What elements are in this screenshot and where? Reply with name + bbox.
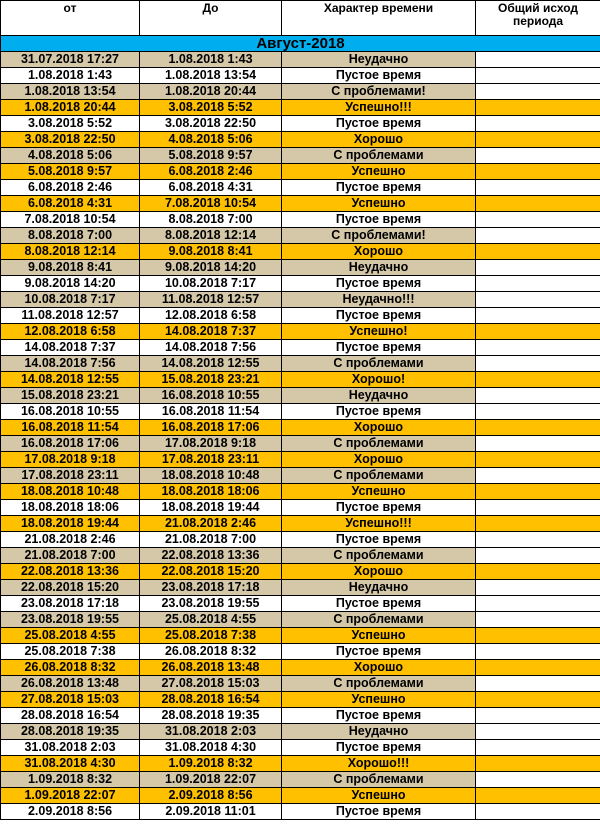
table-row	[1, 404, 600, 420]
cell-to: 3.08.2018 22:50	[140, 116, 282, 132]
cell-character: С проблемами	[282, 468, 476, 484]
table-row	[1, 292, 600, 308]
cell-to: 1.08.2018 13:54	[140, 68, 282, 84]
table-row	[1, 196, 600, 212]
table-row	[1, 164, 600, 180]
cell-result	[476, 804, 600, 820]
cell-to: 3.08.2018 5:52	[140, 100, 282, 116]
cell-from: 1.08.2018 20:44	[1, 100, 140, 116]
cell-character: Успешно	[282, 788, 476, 804]
table-row	[1, 724, 600, 740]
table-row	[1, 564, 600, 580]
cell-character: Хорошо!!!	[282, 756, 476, 772]
cell-from: 21.08.2018 2:46	[1, 532, 140, 548]
cell-to: 1.08.2018 20:44	[140, 84, 282, 100]
cell-character: С проблемами	[282, 356, 476, 372]
table-row	[1, 788, 600, 804]
cell-result	[476, 772, 600, 788]
cell-from: 6.08.2018 4:31	[1, 196, 140, 212]
table-row	[1, 388, 600, 404]
cell-character: Пустое время	[282, 532, 476, 548]
cell-to: 2.09.2018 8:56	[140, 788, 282, 804]
cell-from: 3.08.2018 22:50	[1, 132, 140, 148]
cell-character: Пустое время	[282, 740, 476, 756]
table-row	[1, 708, 600, 724]
cell-to: 4.08.2018 5:06	[140, 132, 282, 148]
cell-result	[476, 68, 600, 84]
cell-to: 8.08.2018 7:00	[140, 212, 282, 228]
cell-character: Пустое время	[282, 340, 476, 356]
table-row	[1, 228, 600, 244]
header-to: До	[140, 1, 282, 36]
cell-to: 25.08.2018 4:55	[140, 612, 282, 628]
cell-character: Хорошо	[282, 660, 476, 676]
cell-to: 6.08.2018 4:31	[140, 180, 282, 196]
cell-from: 6.08.2018 2:46	[1, 180, 140, 196]
table-row	[1, 420, 600, 436]
cell-from: 12.08.2018 6:58	[1, 324, 140, 340]
cell-result	[476, 468, 600, 484]
cell-result	[476, 676, 600, 692]
cell-from: 21.08.2018 7:00	[1, 548, 140, 564]
cell-result	[476, 404, 600, 420]
cell-character: С проблемами	[282, 676, 476, 692]
cell-character: Хорошо	[282, 564, 476, 580]
cell-to: 18.08.2018 18:06	[140, 484, 282, 500]
cell-from: 26.08.2018 13:48	[1, 676, 140, 692]
cell-to: 16.08.2018 10:55	[140, 388, 282, 404]
cell-to: 7.08.2018 10:54	[140, 196, 282, 212]
cell-result	[476, 548, 600, 564]
cell-from: 2.09.2018 8:56	[1, 804, 140, 820]
cell-result	[476, 740, 600, 756]
cell-from: 8.08.2018 12:14	[1, 244, 140, 260]
cell-character: Пустое время	[282, 308, 476, 324]
cell-result	[476, 516, 600, 532]
cell-character: С проблемами!	[282, 84, 476, 100]
cell-character: Неудачно	[282, 724, 476, 740]
cell-to: 17.08.2018 9:18	[140, 436, 282, 452]
cell-result	[476, 660, 600, 676]
cell-to: 26.08.2018 13:48	[140, 660, 282, 676]
table-row	[1, 516, 600, 532]
cell-result	[476, 484, 600, 500]
cell-from: 31.07.2018 17:27	[1, 52, 140, 68]
cell-character: Хорошо	[282, 132, 476, 148]
cell-from: 17.08.2018 23:11	[1, 468, 140, 484]
table-row	[1, 244, 600, 260]
cell-result	[476, 580, 600, 596]
cell-character: Хорошо!	[282, 372, 476, 388]
cell-character: Успешно!!!	[282, 100, 476, 116]
cell-character: Хорошо	[282, 452, 476, 468]
cell-from: 14.08.2018 7:37	[1, 340, 140, 356]
cell-character: Неудачно!!!	[282, 292, 476, 308]
cell-result	[476, 756, 600, 772]
cell-result	[476, 420, 600, 436]
cell-result	[476, 596, 600, 612]
cell-character: Пустое время	[282, 68, 476, 84]
cell-result	[476, 564, 600, 580]
cell-to: 12.08.2018 6:58	[140, 308, 282, 324]
cell-to: 31.08.2018 2:03	[140, 724, 282, 740]
cell-to: 8.08.2018 12:14	[140, 228, 282, 244]
cell-to: 1.09.2018 8:32	[140, 756, 282, 772]
table-row	[1, 500, 600, 516]
cell-result	[476, 292, 600, 308]
cell-to: 2.09.2018 11:01	[140, 804, 282, 820]
cell-character: Пустое время	[282, 500, 476, 516]
cell-from: 9.08.2018 8:41	[1, 260, 140, 276]
table-row	[1, 212, 600, 228]
cell-result	[476, 260, 600, 276]
cell-result	[476, 500, 600, 516]
table-row	[1, 52, 600, 68]
cell-character: Неудачно	[282, 580, 476, 596]
cell-to: 21.08.2018 2:46	[140, 516, 282, 532]
cell-from: 16.08.2018 17:06	[1, 436, 140, 452]
cell-to: 16.08.2018 17:06	[140, 420, 282, 436]
cell-from: 17.08.2018 9:18	[1, 452, 140, 468]
cell-character: Хорошо	[282, 420, 476, 436]
cell-from: 18.08.2018 10:48	[1, 484, 140, 500]
cell-from: 28.08.2018 19:35	[1, 724, 140, 740]
cell-character: Пустое время	[282, 708, 476, 724]
cell-from: 25.08.2018 7:38	[1, 644, 140, 660]
cell-from: 11.08.2018 12:57	[1, 308, 140, 324]
cell-to: 6.08.2018 2:46	[140, 164, 282, 180]
cell-result	[476, 196, 600, 212]
table-row	[1, 612, 600, 628]
cell-to: 23.08.2018 17:18	[140, 580, 282, 596]
cell-character: С проблемами	[282, 612, 476, 628]
cell-to: 5.08.2018 9:57	[140, 148, 282, 164]
cell-result	[476, 132, 600, 148]
cell-result	[476, 100, 600, 116]
cell-from: 31.08.2018 2:03	[1, 740, 140, 756]
cell-from: 16.08.2018 11:54	[1, 420, 140, 436]
cell-from: 25.08.2018 4:55	[1, 628, 140, 644]
cell-result	[476, 324, 600, 340]
cell-from: 1.08.2018 13:54	[1, 84, 140, 100]
table-row	[1, 756, 600, 772]
cell-character: Пустое время	[282, 804, 476, 820]
cell-from: 1.09.2018 8:32	[1, 772, 140, 788]
table-row	[1, 740, 600, 756]
cell-to: 1.08.2018 1:43	[140, 52, 282, 68]
cell-result	[476, 52, 600, 68]
cell-character: С проблемами	[282, 436, 476, 452]
cell-to: 22.08.2018 15:20	[140, 564, 282, 580]
cell-from: 23.08.2018 17:18	[1, 596, 140, 612]
cell-to: 17.08.2018 23:11	[140, 452, 282, 468]
cell-character: Успешно	[282, 164, 476, 180]
cell-from: 18.08.2018 18:06	[1, 500, 140, 516]
cell-result	[476, 628, 600, 644]
cell-character: Неудачно	[282, 260, 476, 276]
table-row	[1, 356, 600, 372]
cell-from: 7.08.2018 10:54	[1, 212, 140, 228]
cell-from: 14.08.2018 7:56	[1, 356, 140, 372]
cell-result	[476, 388, 600, 404]
table-row	[1, 372, 600, 388]
cell-result	[476, 164, 600, 180]
cell-to: 28.08.2018 16:54	[140, 692, 282, 708]
header-character: Характер времени	[282, 1, 476, 36]
cell-to: 21.08.2018 7:00	[140, 532, 282, 548]
cell-character: С проблемами!	[282, 228, 476, 244]
table-row	[1, 180, 600, 196]
cell-result	[476, 148, 600, 164]
cell-from: 1.09.2018 22:07	[1, 788, 140, 804]
table-row	[1, 484, 600, 500]
table-body	[1, 52, 600, 820]
cell-to: 28.08.2018 19:35	[140, 708, 282, 724]
cell-character: Пустое время	[282, 276, 476, 292]
table-row	[1, 100, 600, 116]
table-row	[1, 276, 600, 292]
cell-from: 9.08.2018 14:20	[1, 276, 140, 292]
cell-result	[476, 612, 600, 628]
table-row	[1, 804, 600, 820]
cell-to: 11.08.2018 12:57	[140, 292, 282, 308]
cell-result	[476, 532, 600, 548]
cell-to: 14.08.2018 12:55	[140, 356, 282, 372]
cell-result	[476, 788, 600, 804]
cell-to: 9.08.2018 14:20	[140, 260, 282, 276]
cell-from: 8.08.2018 7:00	[1, 228, 140, 244]
cell-to: 16.08.2018 11:54	[140, 404, 282, 420]
cell-from: 31.08.2018 4:30	[1, 756, 140, 772]
cell-character: С проблемами	[282, 148, 476, 164]
cell-to: 25.08.2018 7:38	[140, 628, 282, 644]
cell-from: 15.08.2018 23:21	[1, 388, 140, 404]
cell-result	[476, 276, 600, 292]
table-row	[1, 676, 600, 692]
table-row	[1, 340, 600, 356]
header-row	[1, 1, 600, 36]
cell-result	[476, 724, 600, 740]
cell-to: 9.08.2018 8:41	[140, 244, 282, 260]
table-row	[1, 772, 600, 788]
month-title-row	[1, 36, 600, 52]
cell-result	[476, 340, 600, 356]
cell-to: 22.08.2018 13:36	[140, 548, 282, 564]
cell-character: С проблемами	[282, 772, 476, 788]
table-row	[1, 468, 600, 484]
cell-character: Успешно	[282, 692, 476, 708]
cell-result	[476, 644, 600, 660]
cell-from: 14.08.2018 12:55	[1, 372, 140, 388]
cell-from: 27.08.2018 15:03	[1, 692, 140, 708]
cell-result	[476, 692, 600, 708]
cell-character: Пустое время	[282, 644, 476, 660]
table-row	[1, 68, 600, 84]
cell-result	[476, 708, 600, 724]
table-row	[1, 596, 600, 612]
cell-from: 10.08.2018 7:17	[1, 292, 140, 308]
cell-character: Успешно	[282, 196, 476, 212]
cell-to: 18.08.2018 10:48	[140, 468, 282, 484]
cell-result	[476, 212, 600, 228]
cell-result	[476, 244, 600, 260]
cell-result	[476, 356, 600, 372]
cell-result	[476, 372, 600, 388]
cell-to: 27.08.2018 15:03	[140, 676, 282, 692]
cell-from: 1.08.2018 1:43	[1, 68, 140, 84]
table-row	[1, 628, 600, 644]
cell-to: 14.08.2018 7:56	[140, 340, 282, 356]
cell-from: 26.08.2018 8:32	[1, 660, 140, 676]
cell-to: 14.08.2018 7:37	[140, 324, 282, 340]
cell-result	[476, 116, 600, 132]
cell-character: С проблемами	[282, 548, 476, 564]
table-row	[1, 148, 600, 164]
cell-to: 10.08.2018 7:17	[140, 276, 282, 292]
table-row	[1, 548, 600, 564]
cell-character: Неудачно	[282, 52, 476, 68]
month-title: Август-2018	[1, 36, 600, 52]
cell-to: 18.08.2018 19:44	[140, 500, 282, 516]
cell-character: Неудачно	[282, 388, 476, 404]
table-row	[1, 116, 600, 132]
cell-to: 31.08.2018 4:30	[140, 740, 282, 756]
cell-character: Пустое время	[282, 180, 476, 196]
table-row	[1, 132, 600, 148]
cell-result	[476, 308, 600, 324]
cell-from: 18.08.2018 19:44	[1, 516, 140, 532]
cell-from: 23.08.2018 19:55	[1, 612, 140, 628]
cell-character: Успешно	[282, 628, 476, 644]
table-row	[1, 436, 600, 452]
table-row	[1, 692, 600, 708]
table-row	[1, 452, 600, 468]
cell-character: Успешно!	[282, 324, 476, 340]
cell-to: 23.08.2018 19:55	[140, 596, 282, 612]
cell-from: 22.08.2018 15:20	[1, 580, 140, 596]
cell-from: 4.08.2018 5:06	[1, 148, 140, 164]
table-row	[1, 532, 600, 548]
table-row	[1, 308, 600, 324]
cell-character: Хорошо	[282, 244, 476, 260]
header-result: Общий исход периода	[476, 1, 600, 36]
cell-result	[476, 436, 600, 452]
cell-character: Пустое время	[282, 212, 476, 228]
cell-from: 22.08.2018 13:36	[1, 564, 140, 580]
table-row	[1, 324, 600, 340]
table-row	[1, 84, 600, 100]
cell-result	[476, 228, 600, 244]
cell-character: Пустое время	[282, 596, 476, 612]
cell-from: 5.08.2018 9:57	[1, 164, 140, 180]
table-row	[1, 580, 600, 596]
cell-to: 15.08.2018 23:21	[140, 372, 282, 388]
cell-character: Пустое время	[282, 404, 476, 420]
cell-character: Успешно!!!	[282, 516, 476, 532]
table-row	[1, 660, 600, 676]
cell-result	[476, 84, 600, 100]
cell-from: 28.08.2018 16:54	[1, 708, 140, 724]
cell-character: Пустое время	[282, 116, 476, 132]
table-row	[1, 260, 600, 276]
cell-to: 1.09.2018 22:07	[140, 772, 282, 788]
cell-to: 26.08.2018 8:32	[140, 644, 282, 660]
header-from: от	[1, 1, 140, 36]
cell-from: 3.08.2018 5:52	[1, 116, 140, 132]
cell-from: 16.08.2018 10:55	[1, 404, 140, 420]
cell-result	[476, 180, 600, 196]
cell-result	[476, 452, 600, 468]
cell-character: Успешно	[282, 484, 476, 500]
table-row	[1, 644, 600, 660]
